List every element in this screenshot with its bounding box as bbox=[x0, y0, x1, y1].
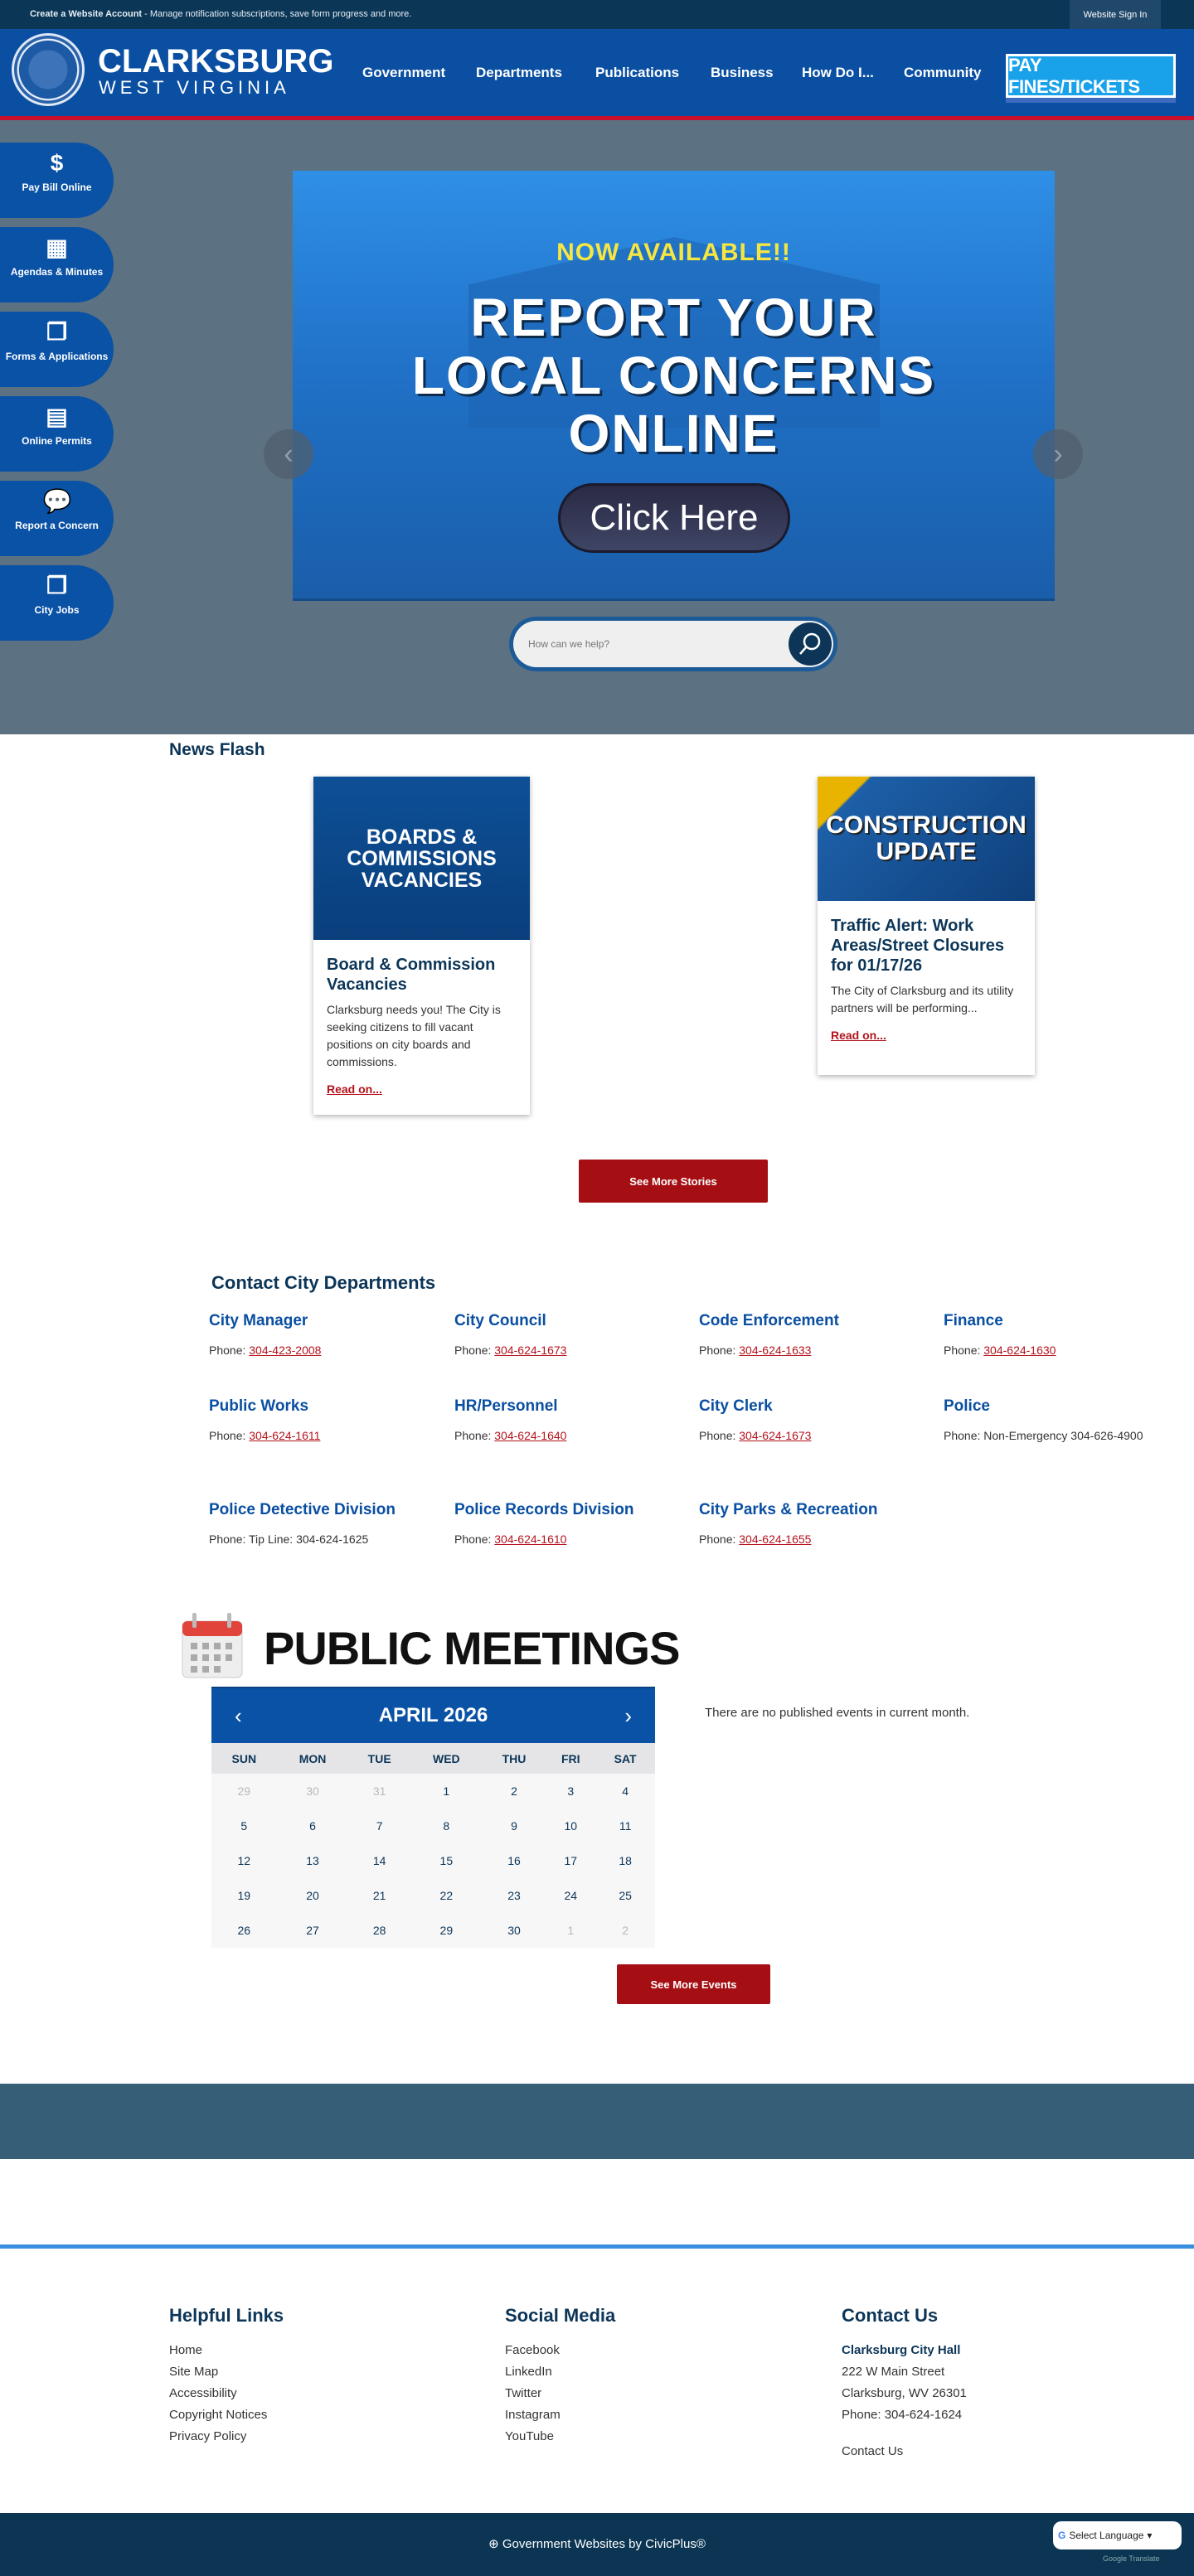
next-month-button[interactable]: › bbox=[624, 1702, 632, 1728]
account-message bbox=[30, 9, 411, 19]
top-bar bbox=[0, 0, 1194, 29]
calendar-week bbox=[211, 1913, 655, 1948]
calendar-day[interactable]: 15 bbox=[439, 1854, 454, 1867]
department-contact bbox=[699, 1501, 939, 1549]
phone-link[interactable]: 304-624-1630 bbox=[983, 1344, 1056, 1357]
weekday-header: WED bbox=[410, 1743, 483, 1774]
calendar-day[interactable]: 21 bbox=[372, 1889, 386, 1902]
news-card-summary: Clarksburg needs you! The City is seeking citizens to fill vacant positions on city boards and commissions. bbox=[327, 1003, 501, 1068]
nav-publications[interactable]: Publications bbox=[595, 65, 680, 80]
carousel-next-arrow[interactable]: › bbox=[1033, 429, 1083, 479]
mobile-payment-icon: $ bbox=[50, 150, 64, 176]
footer-helpful-links bbox=[169, 2305, 484, 2448]
calendar-icon bbox=[177, 1610, 249, 1681]
department-name[interactable]: Public Works bbox=[209, 1397, 309, 1415]
department-contact bbox=[209, 1397, 449, 1445]
news-card-image: BOARDS & COMMISSIONS VACANCIES bbox=[313, 777, 530, 940]
weekday-header: THU bbox=[483, 1743, 546, 1774]
site-search bbox=[509, 617, 837, 671]
calendar-day[interactable]: 30 bbox=[507, 1924, 521, 1937]
department-contact bbox=[944, 1312, 1184, 1360]
footer-divider bbox=[0, 2244, 1194, 2249]
pay-fines-button[interactable]: PAY FINES/TICKETS bbox=[1006, 54, 1176, 98]
prev-month-button[interactable]: ‹ bbox=[235, 1702, 242, 1728]
calendar-clock-icon: ▦ bbox=[46, 235, 68, 260]
contact-departments-heading: Contact City Departments bbox=[211, 1272, 436, 1293]
brand-name[interactable]: CLARKSBURG bbox=[98, 43, 334, 80]
footer-social-media bbox=[505, 2305, 820, 2448]
calendar-day[interactable]: 13 bbox=[306, 1854, 319, 1867]
decorative-band bbox=[0, 2084, 1194, 2159]
calendar-day[interactable]: 27 bbox=[306, 1924, 319, 1937]
sidebar-item-permits[interactable] bbox=[0, 396, 114, 472]
calendar-day[interactable]: 20 bbox=[306, 1889, 319, 1902]
department-contact bbox=[454, 1312, 695, 1360]
footer-heading: Contact Us bbox=[842, 2305, 939, 2326]
footer-link-home[interactable]: Home bbox=[169, 2343, 203, 2357]
footer-link-contact-us[interactable]: Contact Us bbox=[842, 2444, 904, 2458]
department-phone bbox=[209, 1426, 449, 1445]
phone-label: Phone: bbox=[454, 1344, 495, 1357]
department-phone bbox=[209, 1529, 449, 1549]
nav-community[interactable]: Community bbox=[904, 65, 982, 80]
search-input[interactable] bbox=[528, 621, 777, 667]
website-sign-in-button[interactable]: Website Sign In bbox=[1070, 0, 1161, 29]
brand-state: WEST VIRGINIA bbox=[99, 77, 290, 98]
calendar-day[interactable]: 11 bbox=[619, 1819, 632, 1833]
select-language-label: Select Language bbox=[1069, 2530, 1144, 2541]
phone-link[interactable]: 304-624-1611 bbox=[249, 1429, 321, 1442]
footer-link-linkedin[interactable]: LinkedIn bbox=[505, 2365, 552, 2379]
weekday-header: SUN bbox=[211, 1743, 277, 1774]
calendar-day[interactable]: 23 bbox=[507, 1889, 521, 1902]
news-flash-heading: News Flash bbox=[169, 740, 265, 759]
city-hall-address-1: 222 W Main Street bbox=[842, 2365, 945, 2379]
calendar-day[interactable]: 1 bbox=[443, 1784, 450, 1798]
phone-label: Phone: Non-Emergency 304-626-4900 bbox=[944, 1429, 1143, 1442]
city-hall-phone: Phone: 304-624-1624 bbox=[842, 2408, 963, 2422]
phone-link[interactable]: 304-624-1640 bbox=[494, 1429, 567, 1442]
select-language-dropdown[interactable] bbox=[1053, 2521, 1182, 2549]
google-translate-attribution: Google Translate bbox=[1103, 2554, 1160, 2563]
weekday-header: TUE bbox=[348, 1743, 410, 1774]
sidebar-item-report-concern[interactable] bbox=[0, 481, 114, 556]
department-name[interactable]: City Clerk bbox=[699, 1397, 773, 1415]
banner-kicker: NOW AVAILABLE!! bbox=[556, 239, 791, 266]
read-on-link[interactable]: Read on... bbox=[327, 1082, 382, 1096]
news-card[interactable] bbox=[313, 777, 530, 1115]
footer-heading: Helpful Links bbox=[169, 2305, 284, 2326]
nav-government[interactable]: Government bbox=[362, 65, 446, 80]
phone-label: Phone: bbox=[944, 1344, 984, 1357]
news-card-title[interactable]: Board & Commission Vacancies bbox=[327, 956, 496, 994]
news-card-title[interactable]: Traffic Alert: Work Areas/Street Closures for 01/17/26 bbox=[831, 917, 1004, 975]
calendar-week bbox=[211, 1809, 655, 1843]
footer-heading: Social Media bbox=[505, 2305, 616, 2326]
department-name[interactable]: City Parks & Recreation bbox=[699, 1501, 878, 1518]
nav-departments[interactable]: Departments bbox=[476, 65, 562, 80]
department-phone bbox=[944, 1340, 1184, 1360]
department-contact bbox=[699, 1397, 939, 1445]
sidebar-item-label: Report a Concern bbox=[15, 520, 99, 531]
footer-link-twitter[interactable]: Twitter bbox=[505, 2386, 542, 2400]
search-button[interactable] bbox=[789, 622, 832, 666]
calendar-day[interactable]: 29 bbox=[237, 1784, 251, 1798]
phone-link[interactable]: 304-624-1655 bbox=[739, 1533, 812, 1546]
department-name[interactable]: Finance bbox=[944, 1312, 1003, 1329]
banner-headline-2: LOCAL CONCERNS bbox=[411, 346, 936, 405]
bottom-bar bbox=[0, 2513, 1194, 2576]
department-name[interactable]: HR/Personnel bbox=[454, 1397, 558, 1415]
department-phone bbox=[454, 1529, 695, 1549]
footer-link-facebook[interactable]: Facebook bbox=[505, 2343, 560, 2357]
phone-label: Phone: bbox=[209, 1429, 250, 1442]
calendar-day[interactable]: 17 bbox=[564, 1854, 578, 1867]
calendar-day[interactable]: 8 bbox=[443, 1819, 450, 1833]
banner-headline-1: REPORT YOUR bbox=[470, 288, 877, 347]
calendar-day[interactable]: 12 bbox=[237, 1854, 251, 1867]
sidebar-item-label: Forms & Applications bbox=[5, 351, 109, 362]
news-card-image: CONSTRUCTION UPDATE bbox=[818, 777, 1035, 901]
department-contact bbox=[209, 1312, 449, 1360]
phone-label: Phone: Tip Line: 304-624-1625 bbox=[209, 1533, 369, 1546]
department-phone bbox=[944, 1426, 1184, 1445]
calendar-week bbox=[211, 1878, 655, 1913]
sidebar-item-label: Agendas & Minutes bbox=[10, 266, 104, 278]
chevron-down-icon: ▾ bbox=[1147, 2530, 1153, 2541]
department-phone bbox=[209, 1340, 449, 1360]
sidebar-item-label: Online Permits bbox=[22, 435, 92, 447]
public-meetings-heading: PUBLIC MEETINGS bbox=[264, 1622, 680, 1674]
events-calendar bbox=[211, 1687, 655, 1948]
footer-link-privacy[interactable]: Privacy Policy bbox=[169, 2429, 247, 2443]
footer-link-copyright[interactable]: Copyright Notices bbox=[169, 2408, 268, 2422]
civicplus-logo-icon: ⊕ bbox=[488, 2537, 502, 2551]
calendar-day[interactable]: 4 bbox=[622, 1784, 629, 1798]
phone-label: Phone: bbox=[454, 1533, 495, 1546]
see-more-stories-button[interactable]: See More Stories bbox=[579, 1160, 768, 1203]
calendar-day[interactable]: 28 bbox=[372, 1924, 386, 1937]
calendar-day[interactable]: 6 bbox=[309, 1819, 316, 1833]
calendar-day[interactable]: 1 bbox=[567, 1924, 575, 1937]
phone-link[interactable]: 304-624-1610 bbox=[494, 1533, 567, 1546]
calendar-day[interactable]: 19 bbox=[237, 1889, 251, 1902]
carousel-prev-arrow[interactable]: ‹ bbox=[264, 429, 313, 479]
calendar-week bbox=[211, 1843, 655, 1878]
read-on-link[interactable]: Read on... bbox=[831, 1029, 886, 1042]
nav-business[interactable]: Business bbox=[711, 65, 774, 80]
department-name[interactable]: Police Detective Division bbox=[209, 1501, 396, 1518]
weekday-header: MON bbox=[277, 1743, 349, 1774]
department-name[interactable]: City Manager bbox=[209, 1312, 308, 1329]
footer-link-site-map[interactable]: Site Map bbox=[169, 2365, 219, 2379]
department-name[interactable]: Code Enforcement bbox=[699, 1312, 839, 1329]
city-seal-logo[interactable] bbox=[12, 33, 85, 106]
department-name[interactable]: Police Records Division bbox=[454, 1501, 634, 1518]
banner-headline-3: ONLINE bbox=[568, 404, 779, 463]
city-hall-name: Clarksburg City Hall bbox=[842, 2343, 961, 2357]
calendar-day[interactable]: 16 bbox=[507, 1854, 521, 1867]
department-phone bbox=[454, 1426, 695, 1445]
department-contact bbox=[454, 1501, 695, 1549]
phone-link[interactable]: 304-624-1673 bbox=[494, 1344, 567, 1357]
sidebar-item-agendas[interactable] bbox=[0, 227, 114, 303]
calendar-day[interactable]: 3 bbox=[567, 1784, 575, 1798]
department-contact bbox=[699, 1312, 939, 1360]
see-more-events-button[interactable]: See More Events bbox=[617, 1964, 770, 2004]
department-phone bbox=[699, 1426, 939, 1445]
department-contact bbox=[944, 1397, 1184, 1445]
nav-how-do-i[interactable]: How Do I... bbox=[802, 65, 874, 80]
calendar-day[interactable]: 26 bbox=[237, 1924, 251, 1937]
click-here-button[interactable]: Click Here bbox=[558, 483, 790, 553]
calendar-day[interactable]: 5 bbox=[240, 1819, 248, 1833]
calendar-day[interactable]: 7 bbox=[376, 1819, 383, 1833]
city-hall-address-2: Clarksburg, WV 26301 bbox=[842, 2386, 967, 2400]
footer-contact-us bbox=[842, 2305, 1157, 2462]
calendar-day[interactable]: 25 bbox=[619, 1889, 632, 1902]
no-events-message: There are no published events in current month. bbox=[705, 1706, 970, 1720]
sidebar-item-pay-bill[interactable] bbox=[0, 143, 114, 218]
phone-link[interactable]: 304-423-2008 bbox=[249, 1344, 322, 1357]
phone-link[interactable]: 304-624-1633 bbox=[739, 1344, 812, 1357]
hero-banner[interactable] bbox=[293, 171, 1055, 601]
footer-link-accessibility[interactable]: Accessibility bbox=[169, 2386, 237, 2400]
calendar-day[interactable]: 30 bbox=[306, 1784, 319, 1798]
news-card[interactable] bbox=[818, 777, 1035, 1075]
phone-label: Phone: bbox=[699, 1344, 740, 1357]
account-message-text: - Manage notification subscriptions, save form progress and more. bbox=[142, 9, 412, 19]
documents-icon: ❐ bbox=[46, 319, 68, 345]
create-account-link[interactable]: Create a Website Account bbox=[30, 9, 143, 19]
documents-icon: ❐ bbox=[46, 573, 68, 598]
footer-link-instagram[interactable]: Instagram bbox=[505, 2408, 561, 2422]
department-phone bbox=[454, 1340, 695, 1360]
sidebar-item-forms[interactable] bbox=[0, 312, 114, 387]
department-contact bbox=[209, 1501, 449, 1549]
calendar-day[interactable]: 9 bbox=[511, 1819, 517, 1833]
calendar-day[interactable]: 18 bbox=[619, 1854, 632, 1867]
calendar-day[interactable]: 2 bbox=[511, 1784, 517, 1798]
calendar-week bbox=[211, 1774, 655, 1809]
phone-label: Phone: bbox=[454, 1429, 495, 1442]
calendar-day[interactable]: 31 bbox=[372, 1784, 386, 1798]
phone-label: Phone: bbox=[209, 1344, 250, 1357]
calendar-day[interactable]: 22 bbox=[439, 1889, 454, 1902]
weekday-header: SAT bbox=[595, 1743, 655, 1774]
calendar-day[interactable]: 10 bbox=[564, 1819, 578, 1833]
civicplus-credit-text: Government Websites by CivicPlus® bbox=[502, 2537, 706, 2551]
department-phone bbox=[699, 1529, 939, 1549]
chat-bubbles-icon: 💬 bbox=[42, 488, 72, 514]
sidebar-item-label: Pay Bill Online bbox=[22, 182, 92, 193]
calendar-day[interactable]: 14 bbox=[372, 1854, 386, 1867]
phone-label: Phone: bbox=[699, 1429, 740, 1442]
calendar-month: APRIL 2026 bbox=[378, 1704, 488, 1726]
footer-link-youtube[interactable]: YouTube bbox=[505, 2429, 554, 2443]
civicplus-credit[interactable] bbox=[0, 2536, 1194, 2551]
department-name[interactable]: City Council bbox=[454, 1312, 546, 1329]
clipboard-icon: ▤ bbox=[46, 404, 68, 429]
calendar-day[interactable]: 29 bbox=[439, 1924, 454, 1937]
department-contact bbox=[454, 1397, 695, 1445]
phone-label: Phone: bbox=[699, 1533, 740, 1546]
calendar-day[interactable]: 2 bbox=[622, 1924, 629, 1937]
calendar-day[interactable]: 24 bbox=[564, 1889, 578, 1902]
phone-link[interactable]: 304-624-1673 bbox=[739, 1429, 812, 1442]
google-translate-icon: G bbox=[1058, 2530, 1066, 2541]
news-card-summary: The City of Clarksburg and its utility partners will be performing... bbox=[831, 984, 1014, 1014]
weekday-header: FRI bbox=[546, 1743, 595, 1774]
search-icon bbox=[798, 632, 823, 656]
sidebar-item-label: City Jobs bbox=[34, 604, 80, 616]
department-name[interactable]: Police bbox=[944, 1397, 990, 1415]
department-phone bbox=[699, 1340, 939, 1360]
sidebar-item-city-jobs[interactable] bbox=[0, 565, 114, 641]
